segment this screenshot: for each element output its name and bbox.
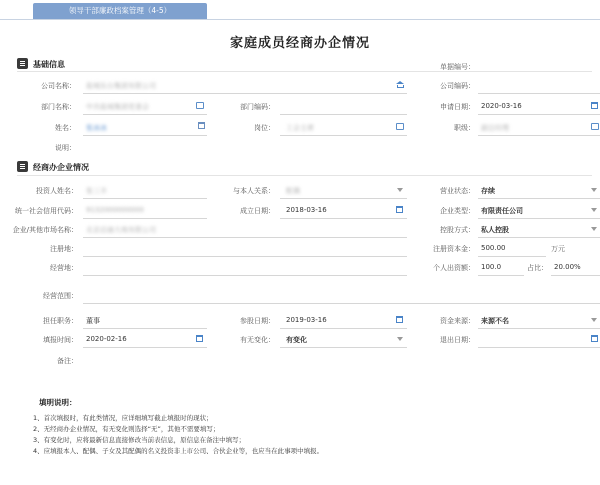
dept-code-label: 部门编码： [240, 103, 275, 111]
rank-field[interactable] [478, 135, 600, 136]
ent-type-label: 企业类型： [440, 207, 475, 215]
fund-value: 来源不名 [481, 317, 509, 325]
status-value: 存续 [481, 187, 495, 195]
rank-picker-icon[interactable] [591, 123, 599, 130]
contrib-field[interactable] [478, 275, 524, 276]
join-date-label: 参股日期： [240, 317, 275, 325]
relation-select[interactable] [280, 198, 407, 199]
note-item: 2、无经商办企业情况，有无变化则选择“无”，其他不需要填写； [33, 425, 220, 433]
fill-time-label: 填报时间： [43, 336, 78, 344]
name-label: 姓名： [55, 124, 76, 132]
bank-icon[interactable] [396, 81, 405, 89]
fill-time-field[interactable] [83, 347, 207, 348]
post-field[interactable] [280, 135, 407, 136]
calendar-icon[interactable] [396, 316, 403, 323]
fund-label: 资金来源： [440, 317, 475, 325]
credit-code-label: 统一社会信用代码： [15, 207, 78, 215]
ent-name-field[interactable] [83, 237, 407, 238]
dept-name-value: 中共盐城集团党委会 [86, 103, 149, 111]
reg-cap-field[interactable] [478, 256, 546, 257]
dept-code-field[interactable] [280, 114, 407, 115]
org-picker-icon[interactable] [196, 102, 204, 109]
section-divider [17, 175, 592, 176]
section-divider [17, 71, 592, 72]
company-code-field[interactable] [478, 93, 600, 94]
company-name-field[interactable] [83, 93, 407, 94]
contrib-value: 100.0 [481, 263, 502, 271]
user-picker-icon[interactable] [198, 122, 205, 129]
biz-addr-field[interactable] [83, 275, 407, 276]
chevron-down-icon[interactable] [397, 337, 403, 341]
scope-field[interactable] [83, 303, 600, 304]
list-icon [17, 58, 28, 69]
ratio-label: 占比： [527, 264, 548, 272]
scope-label: 经营范围： [43, 292, 78, 300]
company-name-label: 公司名称： [41, 82, 76, 90]
relation-value: 配偶 [286, 187, 300, 195]
biz-addr-label: 经营地： [50, 264, 78, 272]
rank-value: 副总经理 [481, 124, 509, 132]
investor-field[interactable] [83, 198, 207, 199]
section-title-business: 经商办企业情况 [33, 163, 89, 172]
reg-addr-field[interactable] [83, 256, 407, 257]
join-date-value: 2019-03-16 [286, 316, 327, 324]
hold-value: 私人控股 [481, 226, 509, 234]
credit-code-value: 9132000000000 [86, 206, 144, 214]
post-picker-icon[interactable] [396, 123, 404, 130]
reg-addr-label: 注册地： [50, 245, 78, 253]
ratio-value: 20.00% [554, 263, 581, 271]
company-name-value: 盐城东台集团有限公司 [86, 82, 156, 90]
note-item: 4、应填报本人、配偶、子女及其配偶的名义投资非上市公司、合伙企业等，也应当在此事项中填报。 [33, 447, 324, 455]
join-date-field[interactable] [280, 328, 407, 329]
hold-select[interactable] [478, 237, 600, 238]
ent-name-label: 企业/其他市场名称： [12, 226, 78, 234]
chevron-down-icon[interactable] [591, 208, 597, 212]
reg-cap-label: 注册资本金： [433, 245, 475, 253]
establish-date-field[interactable] [280, 218, 407, 219]
ent-type-select[interactable] [478, 218, 600, 219]
apply-date-label: 申请日期： [440, 103, 475, 111]
calendar-icon[interactable] [591, 335, 598, 342]
exit-date-field[interactable] [478, 347, 600, 348]
tab-archive-management[interactable]: 领导干部廉政档案管理（4-5） [33, 3, 207, 19]
ratio-field[interactable] [551, 275, 600, 276]
tab-divider [0, 19, 600, 20]
desc-label: 说明： [55, 144, 76, 152]
status-select[interactable] [478, 198, 600, 199]
section-title-basic: 基础信息 [33, 60, 65, 69]
fill-time-value: 2020-02-16 [86, 335, 127, 343]
fund-select[interactable] [478, 328, 600, 329]
list-icon [17, 161, 28, 172]
credit-code-field[interactable] [83, 218, 207, 219]
notes-title: 填明说明： [39, 398, 77, 407]
hold-label: 控股方式： [440, 226, 475, 234]
exit-date-label: 退出日期： [440, 336, 475, 344]
establish-date-label: 成立日期： [240, 207, 275, 215]
post-value: 工会主席 [286, 124, 314, 132]
change-value: 有变化 [286, 336, 307, 344]
name-value: 张冰冰 [86, 124, 107, 132]
chevron-down-icon[interactable] [397, 188, 403, 192]
note-item: 3、有变化时，应将最新信息直接修改当前表信息，原信息在备注中填写； [33, 436, 246, 444]
chevron-down-icon[interactable] [591, 318, 597, 322]
investor-label: 投资人姓名： [36, 187, 78, 195]
name-field[interactable] [83, 135, 207, 136]
chevron-down-icon[interactable] [591, 188, 597, 192]
change-select[interactable] [280, 347, 407, 348]
ent-name-value: 北京启迪大地有限公司 [86, 226, 156, 234]
calendar-icon[interactable] [591, 102, 598, 109]
dept-name-label: 部门名称： [41, 103, 76, 111]
investor-value: 张三丰 [86, 187, 107, 195]
page-title: 家庭成员经商办企情况 [229, 36, 370, 51]
duty-label: 担任职务： [43, 317, 78, 325]
contrib-label: 个人出资额： [433, 264, 475, 272]
apply-date-field[interactable] [478, 114, 600, 115]
remark-label: 备注： [57, 357, 78, 365]
calendar-icon[interactable] [196, 335, 203, 342]
establish-date-value: 2018-03-16 [286, 206, 327, 214]
apply-date-value: 2020-03-16 [481, 102, 522, 110]
company-code-label: 公司编码： [440, 82, 475, 90]
status-label: 营业状态： [440, 187, 475, 195]
duty-field[interactable] [83, 328, 207, 329]
relation-label: 与本人关系： [233, 187, 275, 195]
reg-cap-value: 500.00 [481, 244, 506, 252]
rank-label: 职级： [454, 124, 475, 132]
doc-no-label: 单据编号： [440, 63, 475, 71]
post-label: 岗位： [254, 124, 275, 132]
ent-type-value: 有限责任公司 [481, 207, 523, 215]
calendar-icon[interactable] [396, 206, 403, 213]
duty-value: 董事 [86, 317, 100, 325]
change-label: 有无变化： [240, 336, 275, 344]
reg-cap-unit: 万元 [551, 245, 565, 253]
chevron-down-icon[interactable] [591, 227, 597, 231]
dept-name-field[interactable] [83, 114, 207, 115]
note-item: 1、首次填报时，有此类情况，应详细填写截止填报时的现状； [33, 414, 213, 422]
